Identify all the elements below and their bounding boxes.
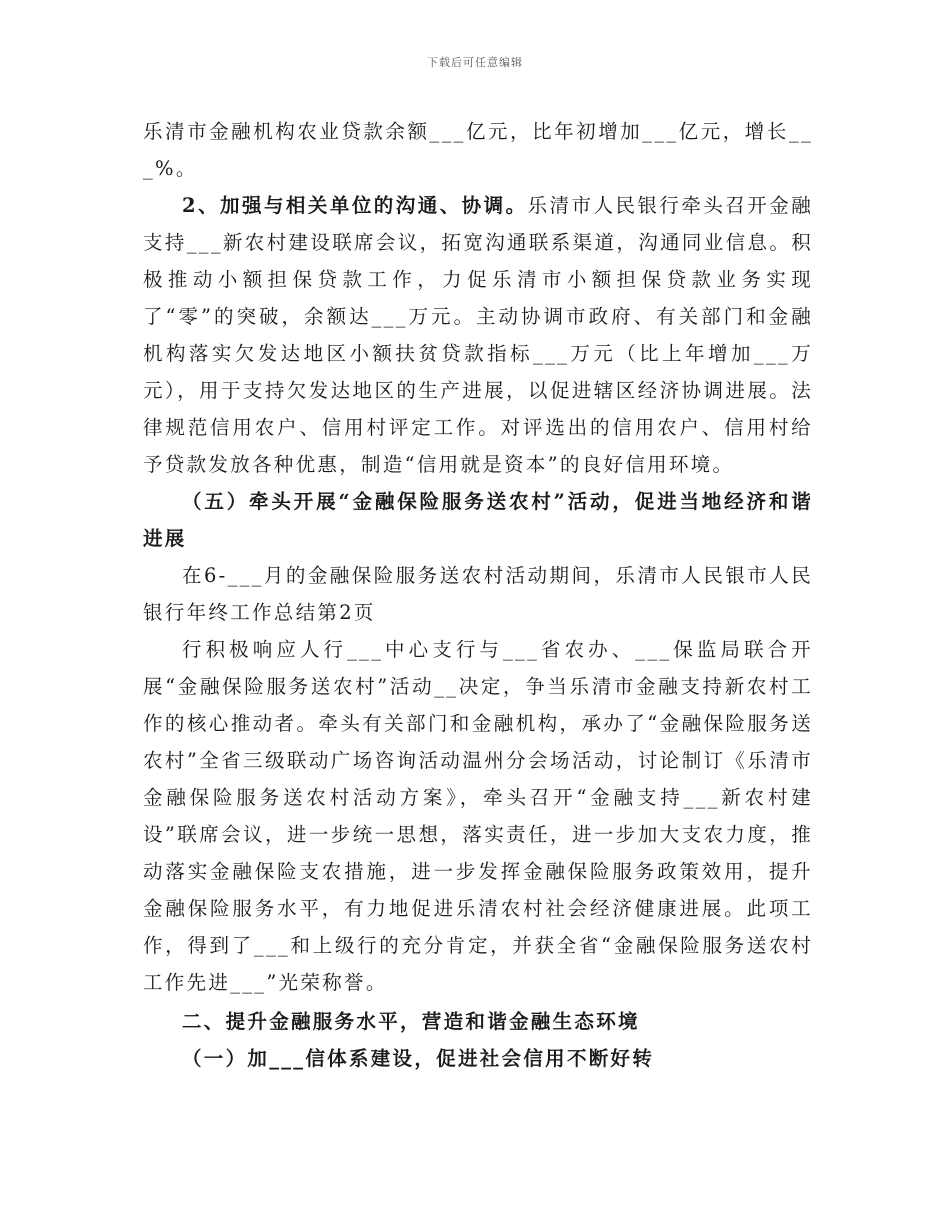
document-body bbox=[143, 113, 813, 1077]
paragraph-activity-details: 行积极响应人行___中心支行与___省农办、___保监局联合开展“金融保险服务送农村”活动__决定，争当乐清市金融支持新农村工作的核心推动者。牵头有关部门和金融机构，承办了“金融保险服务送农村”全省三级联动广场咨询活动温州分会场活动，讨论制订《乐清市金融保险服务送农村活动方案》，牵头召开“金融支持___新农村建设”联席会议，进一步统一思想，落实责任，进一步加大支农力度，推动落实金融保险支农措施，进一步发挥金融保险服务政策效用，提升金融保险服务水平，有力地促进乐清农村社会经济健康进展。此项工作，得到了___和上级行的充分肯定，并获全省“金融保险服务送农村工作先进___”光荣称誉。 bbox=[143, 638, 813, 994]
paragraph-communication-heading: 2、加强与相关单位的沟通、协调。 bbox=[182, 194, 528, 217]
section-two-heading: 二、提升金融服务水平，营造和谐金融生态环境 bbox=[182, 1010, 640, 1033]
page-header-note: 下载后可任意编辑 bbox=[427, 56, 523, 69]
subsection-one-heading: （一）加___信体系建设，促进社会信用不断好转 bbox=[182, 1047, 655, 1070]
section-five-heading: （五）牵头开展“金融保险服务送农村”活动，促进当地经济和谐进展 bbox=[143, 490, 813, 550]
paragraph-activity-period: 在6-___月的金融保险服务送农村活动期间，乐清市人民银市人民银行年终工作总结第2页 bbox=[143, 564, 813, 624]
paragraph-loan-balance: 乐清市金融机构农业贷款余额___亿元，比年初增加___亿元，增长___%。 bbox=[143, 120, 813, 180]
paragraph-communication-body: 乐清市人民银行牵头召开金融支持___新农村建设联席会议，拓宽沟通联系渠道，沟通同业信息。积极推动小额担保贷款工作，力促乐清市小额担保贷款业务实现了“零”的突破，余额达___万元。主动协调市政府、有关部门和金融机构落实欠发达地区小额扶贫贷款指标___万元（比上年增加___万元），用于支持欠发达地区的生产进展，以促进辖区经济协调进展。法律规范信用农户、信用村评定工作。对评选出的信用农户、信用村给予贷款发放各种优惠，制造“信用就是资本”的良好信用环境。 bbox=[143, 194, 814, 476]
paragraph-communication bbox=[143, 187, 813, 483]
